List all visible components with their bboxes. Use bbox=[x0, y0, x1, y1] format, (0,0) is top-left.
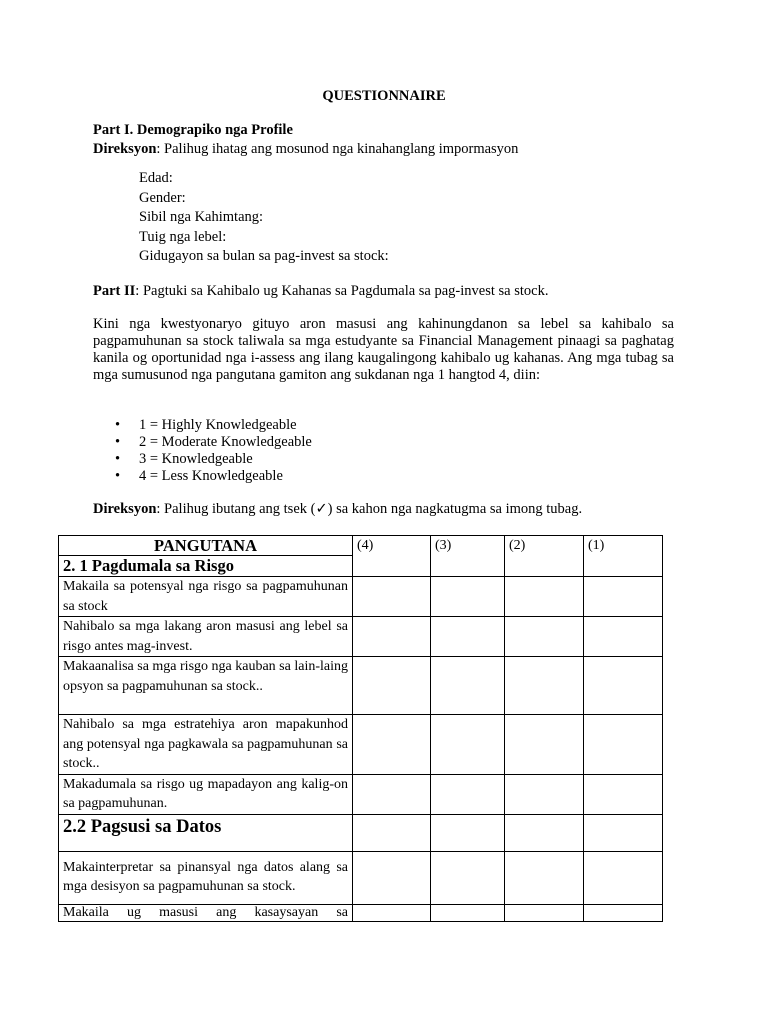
section-title-cell bbox=[59, 814, 353, 851]
scale-item: • 2 = Moderate Knowledgeable bbox=[115, 434, 312, 450]
intro-paragraph: Kini nga kwestyonaryo gituyo aron masusi ang kahinungdanon sa lebel sa kahibalo sa pagpamuhunan sa stock taliwala sa mga estudyante sa Financial Management pinaagi sa paghatag kanila og oportunidad nga i-assess ang ilang kaugalingong kahibalo ug kahanas. Ang mga tubag sa mga sumusunod nga pangutana gamiton ang sukdanan nga 1 hangtod 4, diin: bbox=[93, 316, 674, 383]
field-gender: Gender: bbox=[139, 189, 186, 206]
table-row bbox=[59, 715, 663, 775]
field-investing-duration: Gidugayon sa bulan sa pag-invest sa stock: bbox=[139, 248, 389, 264]
part1-direction bbox=[93, 141, 518, 158]
question-text: Makainterpretar sa pinansyal nga datos alang sa mga desisyon sa pagpamuhunan sa stock. bbox=[59, 851, 353, 904]
section-title: 2. 1 Pagdumala sa Risgo bbox=[63, 556, 234, 575]
scale-item: • 3 = Knowledgeable bbox=[115, 451, 253, 467]
checkbox-cell[interactable] bbox=[584, 851, 663, 904]
questionnaire-table bbox=[58, 535, 663, 922]
checkbox-cell[interactable] bbox=[353, 657, 431, 715]
table-row bbox=[59, 657, 663, 715]
checkbox-cell[interactable] bbox=[353, 851, 431, 904]
checkbox-cell[interactable] bbox=[584, 904, 663, 921]
checkbox-cell[interactable] bbox=[431, 904, 505, 921]
part2-heading bbox=[93, 283, 548, 300]
header-cell bbox=[59, 536, 353, 577]
table-row bbox=[59, 577, 663, 617]
checkbox-cell[interactable] bbox=[584, 715, 663, 775]
table-row bbox=[59, 904, 663, 921]
checkbox-cell[interactable] bbox=[505, 577, 584, 617]
checkbox-cell[interactable] bbox=[431, 657, 505, 715]
table-row bbox=[59, 617, 663, 657]
direction-label: Direksyon bbox=[93, 141, 157, 157]
checkbox-cell[interactable] bbox=[431, 851, 505, 904]
checkbox-cell[interactable] bbox=[584, 657, 663, 715]
checkbox-cell[interactable] bbox=[353, 617, 431, 657]
part1-heading: Part I. Demograpiko nga Profile bbox=[93, 122, 293, 138]
question-text: Nahibalo sa mga lakang aron masusi ang lebel sa risgo antes mag-invest. bbox=[59, 617, 353, 657]
checkbox-cell[interactable] bbox=[353, 715, 431, 775]
part2-label: Part II bbox=[93, 283, 136, 299]
question-text: Nahibalo sa mga estratehiya aron mapakunhod ang potensyal nga pagkawala sa pagpamuhunan sa stock.. bbox=[59, 715, 353, 775]
scale-item: • 4 = Less Knowledgeable bbox=[115, 468, 283, 484]
direction-text: : Palihug ihatag ang mosunod nga kinahanglang impormasyon bbox=[156, 141, 519, 157]
checkbox-cell[interactable] bbox=[353, 774, 431, 814]
question-text: Makaila ug masusi ang kasaysayan sa bbox=[59, 904, 353, 921]
checkbox-cell[interactable] bbox=[584, 617, 663, 657]
column-header-3: (3) bbox=[431, 536, 505, 577]
column-header-1: (1) bbox=[584, 536, 663, 577]
scale-list bbox=[93, 417, 312, 485]
checkbox-cell[interactable] bbox=[431, 577, 505, 617]
checkbox-cell[interactable] bbox=[505, 851, 584, 904]
checkbox-cell[interactable] bbox=[431, 617, 505, 657]
part2-direction bbox=[93, 501, 582, 518]
checkbox-cell[interactable] bbox=[431, 774, 505, 814]
checkbox-cell[interactable] bbox=[584, 774, 663, 814]
part2-text: : Pagtuki sa Kahibalo ug Kahanas sa Pagdumala sa pag-invest sa stock. bbox=[135, 283, 549, 299]
table-row bbox=[59, 851, 663, 904]
table-row bbox=[59, 774, 663, 814]
checkbox-cell[interactable] bbox=[431, 715, 505, 775]
checkbox-cell[interactable] bbox=[505, 904, 584, 921]
question-text: Makadumala sa risgo ug mapadayon ang kalig-on sa pagpamuhunan. bbox=[59, 774, 353, 814]
checkbox-cell[interactable] bbox=[353, 577, 431, 617]
column-header-2: (2) bbox=[505, 536, 584, 577]
checkbox-cell[interactable] bbox=[505, 715, 584, 775]
demographic-fields bbox=[139, 169, 389, 267]
section-row bbox=[59, 814, 663, 851]
field-age: Edad: bbox=[139, 170, 173, 186]
column-header-4: (4) bbox=[353, 536, 431, 577]
question-text: Makaanalisa sa mga risgo nga kauban sa lain-laing opsyon sa pagpamuhunan sa stock.. bbox=[59, 657, 353, 715]
document-title: QUESTIONNAIRE bbox=[322, 88, 446, 104]
checkbox-cell[interactable] bbox=[505, 657, 584, 715]
checkbox-cell[interactable] bbox=[505, 617, 584, 657]
pangutana-header: PANGUTANA bbox=[59, 536, 352, 556]
checkbox-cell[interactable] bbox=[353, 904, 431, 921]
field-year-level: Tuig nga lebel: bbox=[139, 228, 227, 245]
question-text: Makaila sa potensyal nga risgo sa pagpamuhunan sa stock bbox=[59, 577, 353, 617]
checkbox-cell[interactable] bbox=[584, 577, 663, 617]
section-title: 2.2 Pagsusi sa Datos bbox=[63, 816, 222, 837]
scale-item: • 1 = Highly Knowledgeable bbox=[115, 417, 297, 433]
field-civil-status: Sibil nga Kahimtang: bbox=[139, 209, 264, 225]
checkbox-cell[interactable] bbox=[505, 774, 584, 814]
direction-label: Direksyon bbox=[93, 501, 157, 517]
direction-text: : Palihug ibutang ang tsek (✓) sa kahon nga nagkatugma sa imong tubag. bbox=[156, 501, 583, 517]
